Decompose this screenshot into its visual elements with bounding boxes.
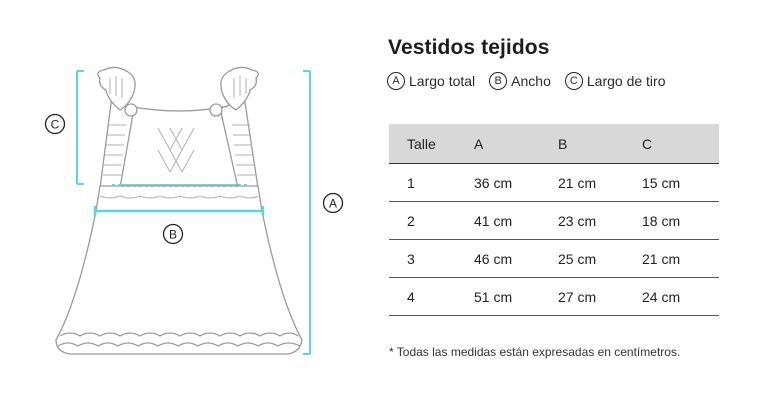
- cell-b: 25 cm: [558, 240, 642, 278]
- label-c: [46, 115, 65, 134]
- page-title: Vestidos tejidos: [388, 36, 550, 59]
- svg-text:B: B: [168, 227, 178, 242]
- header-c: C: [642, 124, 719, 164]
- cell-b: 21 cm: [558, 164, 642, 202]
- cell-talle: 2: [389, 202, 474, 240]
- cell-c: 21 cm: [642, 240, 719, 278]
- cell-c: 24 cm: [642, 278, 719, 316]
- table-header-row: [389, 124, 719, 164]
- legend-letter-a: A: [387, 72, 405, 90]
- footnote: * Todas las medidas están expresadas en centímetros.: [389, 345, 681, 359]
- size-table: [389, 124, 719, 316]
- cell-a: 46 cm: [474, 240, 558, 278]
- table-row: [389, 278, 719, 316]
- legend-item-c: [565, 72, 666, 90]
- label-b: [164, 225, 183, 244]
- table-row: [389, 202, 719, 240]
- header-talle: Talle: [389, 124, 474, 164]
- cell-c: 18 cm: [642, 202, 719, 240]
- svg-text:A: A: [328, 196, 338, 211]
- label-a: [324, 194, 343, 213]
- table-row: [389, 164, 719, 202]
- table-row: [389, 240, 719, 278]
- header-a: A: [474, 124, 558, 164]
- legend-label-b: Ancho: [511, 73, 551, 89]
- legend-label-a: Largo total: [409, 73, 476, 89]
- cell-talle: 1: [389, 164, 474, 202]
- cell-a: 36 cm: [474, 164, 558, 202]
- cell-b: 23 cm: [558, 202, 642, 240]
- legend-item-b: [489, 72, 551, 90]
- legend-letter-c: C: [565, 72, 583, 90]
- measure-bracket-c: [77, 71, 84, 184]
- legend-letter-b: B: [489, 72, 507, 90]
- cell-c: 15 cm: [642, 164, 719, 202]
- header-b: B: [558, 124, 642, 164]
- cell-a: 41 cm: [474, 202, 558, 240]
- measure-bracket-a: [303, 71, 310, 354]
- cell-talle: 4: [389, 278, 474, 316]
- svg-text:C: C: [50, 117, 60, 132]
- legend-label-c: Largo de tiro: [586, 73, 666, 89]
- cell-b: 27 cm: [558, 278, 642, 316]
- legend-item-a: [387, 72, 475, 90]
- cell-talle: 3: [389, 240, 474, 278]
- cell-a: 51 cm: [474, 278, 558, 316]
- legend: [387, 70, 679, 92]
- dress-illustration: [0, 0, 360, 400]
